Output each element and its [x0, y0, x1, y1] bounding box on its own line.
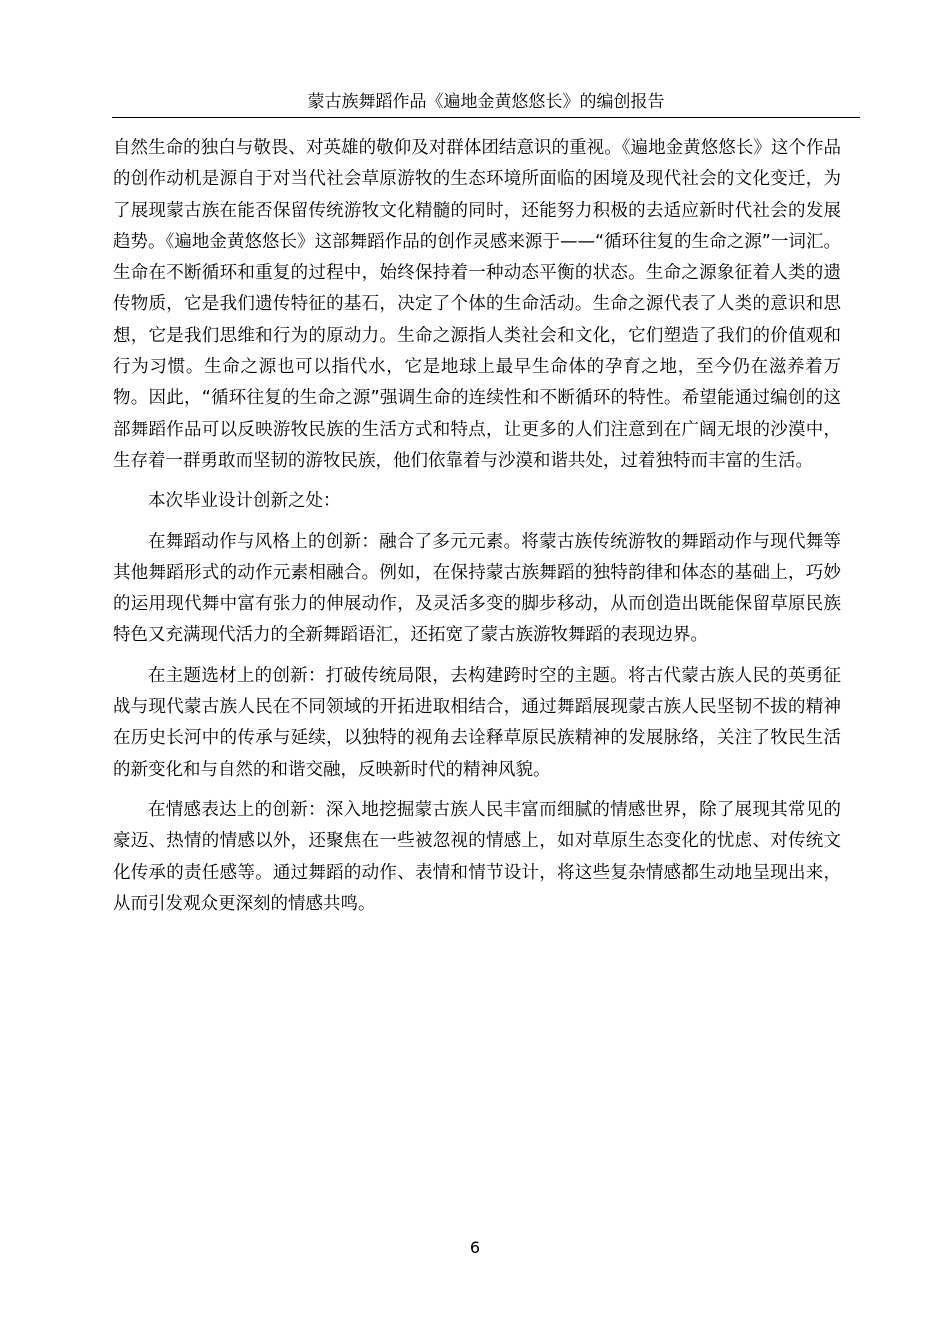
page-header: [112, 92, 860, 118]
body-text: [113, 133, 841, 920]
paragraph-emotion-innovation: 在情感表达上的创新：深入地挖掘蒙古族人民丰富而细腻的情感世界，除了展现其常见的豪迈、热情的情感以外，还聚焦在一些被忽视的情感上，如对草原生态变化的忧虑、对传统文化传承的责任感等。通过舞蹈的动作、表情和情节设计，将这些复杂情感都生动地呈现出来，从而引发观众更深刻的情感共鸣。: [113, 799, 841, 914]
paragraph-dance-style-innovation: 在舞蹈动作与风格上的创新：融合了多元元素。将蒙古族传统游牧的舞蹈动作与现代舞等其他舞蹈形式的动作元素相融合。例如，在保持蒙古族舞蹈的独特韵律和体态的基础上，巧妙的运用现代舞中富有张力的伸展动作，及灵活多变的脚步移动，从而创造出既能保留草原民族特色又充满现代活力的全新舞蹈语汇，还拓宽了蒙古族游牧舞蹈的表现边界。: [113, 531, 841, 646]
paragraph-theme-innovation: 在主题选材上的创新：打破传统局限，去构建跨时空的主题。将古代蒙古族人民的英勇征战与现代蒙古族人民在不同领域的开拓进取相结合，通过舞蹈展现蒙古族人民坚韧不拔的精神在历史长河中的传承与延续，以独特的视角去诠释草原民族精神的发展脉络，关注了牧民生活的新变化和与自然的和谐交融，反映新时代的精神风貌。: [113, 665, 841, 780]
paragraph-continuation: 自然生命的独白与敬畏、对英雄的敬仰及对群体团结意识的重视。《遍地金黄悠悠长》这个作品的创作动机是源自于对当代社会草原游牧的生态环境所面临的困境及现代社会的文化变迁，为了展现蒙古族在能否保留传统游牧文化精髓的同时，还能努力积极的去适应新时代社会的发展趋势。《遍地金黄悠悠长》这部舞蹈作品的创作灵感来源于——“循环往复的生命之源”一词汇。生命在不断循环和重复的过程中，始终保持着一种动态平衡的状态。生命之源象征着人类的遗传物质，它是我们遗传特征的基石，决定了个体的生命活动。生命之源代表了人类的意识和思想，它是我们思维和行为的原动力。生命之源指人类社会和文化，它们塑造了我们的价值观和行为习惯。生命之源也可以指代水，它是地球上最早生命体的孕育之地，至今仍在滋养着万物。因此，“循环往复的生命之源”强调生命的连续性和不断循环的特性。希望能通过编创的这部舞蹈作品可以反映游牧民族的生活方式和特点，让更多的人们注意到在广阔无垠的沙漠中，生存着一群勇敢而坚韧的游牧民族，他们依靠着与沙漠和谐共处，过着独特而丰富的生活。: [113, 138, 841, 471]
document-title: 蒙古族舞蹈作品《遍地金黄悠悠长》的编创报告: [307, 92, 665, 112]
paragraph-innovation-intro: 本次毕业设计创新之处：: [148, 491, 341, 512]
page-number: 6: [469, 1238, 481, 1257]
